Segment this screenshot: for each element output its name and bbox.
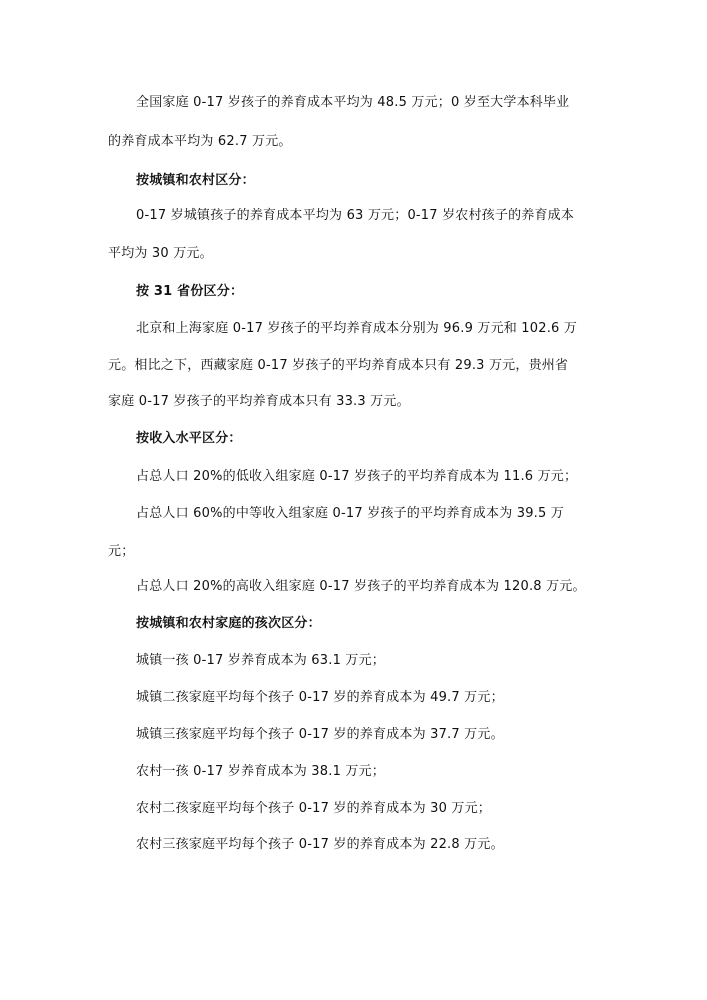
rural-first-child-item: 农村一孩 0-17 岁养育成本为 38.1 万元；: [136, 764, 385, 779]
urban-third-child-item: 城镇三孩家庭平均每个孩子 0-17 岁的养育成本为 37.7 万元。: [136, 727, 504, 742]
provinces-paragraph-line-3: 家庭 0-17 岁孩子的平均养育成本只有 33.3 万元。: [108, 394, 410, 409]
urban-rural-paragraph-line-1: 0-17 岁城镇孩子的养育成本平均为 63 万元；0-17 岁农村孩子的养育成本: [136, 208, 575, 223]
rural-third-child-item: 农村三孩家庭平均每个孩子 0-17 岁的养育成本为 22.8 万元。: [136, 837, 504, 852]
urban-first-child-item: 城镇一孩 0-17 岁养育成本为 63.1 万元；: [136, 653, 385, 668]
provinces-paragraph-line-2: 元。相比之下，西藏家庭 0-17 岁孩子的平均养育成本只有 29.3 万元，贵州省: [108, 358, 569, 373]
income-high-paragraph: 占总人口 20%的高收入组家庭 0-17 岁孩子的平均养育成本为 120.8 万元。: [136, 579, 586, 594]
urban-rural-heading: 按城镇和农村区分：: [136, 173, 255, 188]
income-heading: 按收入水平区分：: [136, 431, 242, 446]
income-middle-paragraph-line-2: 元；: [108, 544, 135, 559]
income-low-paragraph: 占总人口 20%的低收入组家庭 0-17 岁孩子的平均养育成本为 11.6 万元；: [136, 469, 578, 484]
income-middle-paragraph-line-1: 占总人口 60%的中等收入组家庭 0-17 岁孩子的平均养育成本为 39.5 万: [136, 506, 565, 521]
provinces-paragraph-line-1: 北京和上海家庭 0-17 岁孩子的平均养育成本分别为 96.9 万元和 102.6 万: [136, 321, 578, 336]
urban-second-child-item: 城镇二孩家庭平均每个孩子 0-17 岁的养育成本为 49.7 万元；: [136, 690, 504, 705]
birth-order-heading: 按城镇和农村家庭的孩次区分：: [136, 616, 321, 631]
national-paragraph-line-2: 的养育成本平均为 62.7 万元。: [108, 134, 292, 149]
urban-rural-paragraph-line-2: 平均为 30 万元。: [108, 246, 213, 261]
national-paragraph-line-1: 全国家庭 0-17 岁孩子的养育成本平均为 48.5 万元；0 岁至大学本科毕业: [136, 95, 570, 110]
provinces-heading: 按 31 省份区分：: [136, 284, 244, 299]
rural-second-child-item: 农村二孩家庭平均每个孩子 0-17 岁的养育成本为 30 万元；: [136, 801, 491, 816]
